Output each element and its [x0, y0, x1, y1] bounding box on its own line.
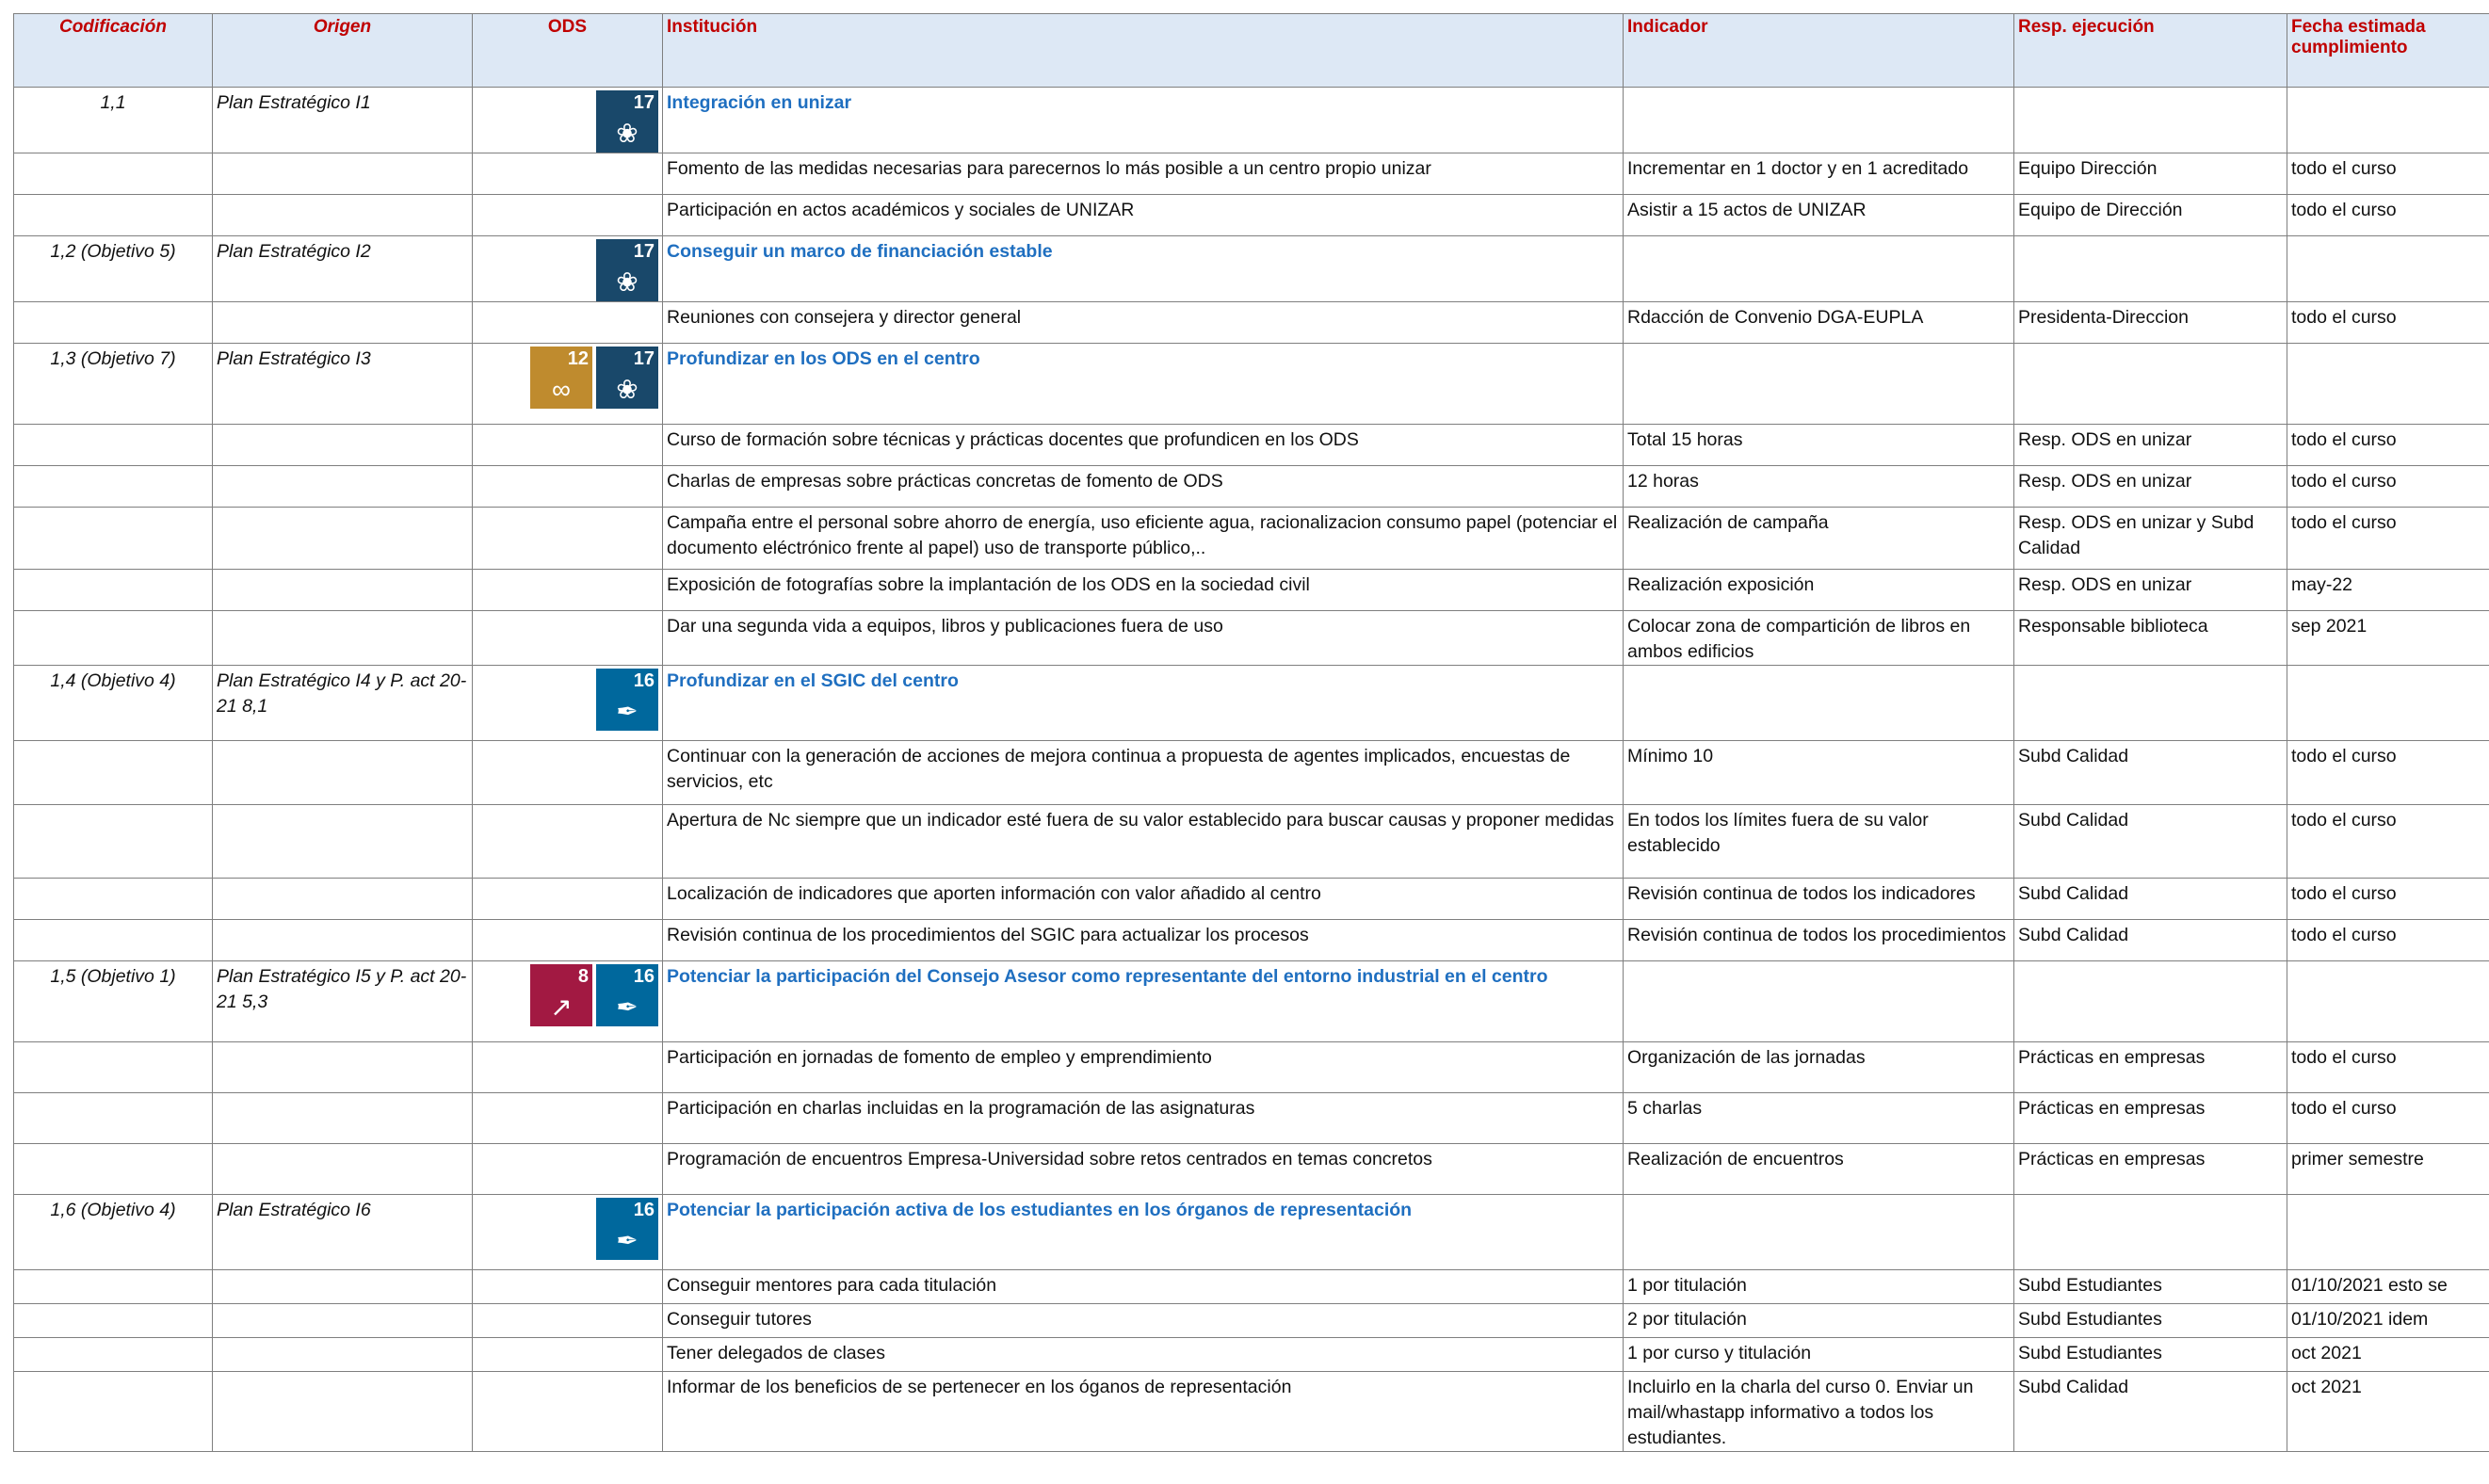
- cell-codificacion[interactable]: [14, 1338, 213, 1372]
- cell-fecha[interactable]: may-22: [2287, 570, 2489, 611]
- cell-resp[interactable]: Resp. ODS en unizar: [2014, 570, 2287, 611]
- cell-resp[interactable]: Resp. ODS en unizar: [2014, 425, 2287, 466]
- cell-objective[interactable]: Potenciar la participación activa de los estudiantes en los órganos de representación: [663, 1195, 1624, 1270]
- cell-fecha[interactable]: [2287, 1195, 2489, 1270]
- header-ods: ODS: [473, 14, 663, 88]
- cell-fecha[interactable]: todo el curso: [2287, 1093, 2489, 1144]
- cell-codificacion[interactable]: [14, 805, 213, 879]
- objective-row: [14, 1195, 2489, 1270]
- cell-resp[interactable]: Responsable biblioteca: [2014, 611, 2287, 666]
- action-row: [14, 1093, 2489, 1144]
- cell-resp[interactable]: Resp. ODS en unizar y Subd Calidad: [2014, 508, 2287, 570]
- ods-number: 16: [633, 1200, 655, 1220]
- cell-codificacion[interactable]: [14, 466, 213, 508]
- cell-institucion[interactable]: Conseguir tutores: [663, 1304, 1624, 1338]
- cell-ods[interactable]: [473, 1270, 663, 1304]
- cell-origen[interactable]: Plan Estratégico I4 y P. act 20-21 8,1: [213, 666, 473, 741]
- growth-chart-icon: ↗: [550, 992, 573, 1022]
- cell-resp[interactable]: Prácticas en empresas: [2014, 1144, 2287, 1195]
- ods-16-badge: [596, 964, 658, 1026]
- cell-resp[interactable]: Subd Calidad: [2014, 879, 2287, 920]
- cell-codificacion[interactable]: [14, 153, 213, 195]
- cell-origen[interactable]: [213, 425, 473, 466]
- action-row: [14, 570, 2489, 611]
- cell-resp[interactable]: Resp. ODS en unizar: [2014, 466, 2287, 508]
- cell-ods[interactable]: [473, 805, 663, 879]
- cell-objective[interactable]: Integración en unizar: [663, 88, 1624, 153]
- cell-institucion[interactable]: Reuniones con consejera y director general: [663, 302, 1624, 344]
- cell-indicador[interactable]: Incluirlo en la charla del curso 0. Enviar un mail/whastapp informativo a todos los estudiantes.: [1624, 1372, 2014, 1452]
- cell-codificacion[interactable]: [14, 1144, 213, 1195]
- cell-codificacion[interactable]: 1,5 (Objetivo 1): [14, 961, 213, 1042]
- cell-indicador[interactable]: Asistir a 15 actos de UNIZAR: [1624, 195, 2014, 236]
- cell-origen[interactable]: [213, 1093, 473, 1144]
- cell-codificacion[interactable]: [14, 425, 213, 466]
- action-row: [14, 879, 2489, 920]
- cell-objective[interactable]: Profundizar en el SGIC del centro: [663, 666, 1624, 741]
- cell-indicador[interactable]: 1 por titulación: [1624, 1270, 2014, 1304]
- cell-codificacion[interactable]: [14, 1372, 213, 1452]
- cell-origen[interactable]: [213, 1270, 473, 1304]
- cell-indicador[interactable]: 5 charlas: [1624, 1093, 2014, 1144]
- cell-fecha[interactable]: [2287, 666, 2489, 741]
- cell-resp[interactable]: Subd Estudiantes: [2014, 1270, 2287, 1304]
- cell-ods[interactable]: [473, 1338, 663, 1372]
- ods-17-badge: [596, 90, 658, 153]
- cell-ods[interactable]: [473, 466, 663, 508]
- cell-ods[interactable]: [473, 611, 663, 666]
- cell-fecha[interactable]: todo el curso: [2287, 153, 2489, 195]
- cell-codificacion[interactable]: [14, 195, 213, 236]
- cell-origen[interactable]: Plan Estratégico I2: [213, 236, 473, 302]
- cell-ods[interactable]: [473, 195, 663, 236]
- cell-codificacion[interactable]: [14, 570, 213, 611]
- cell-institucion[interactable]: Campaña entre el personal sobre ahorro de energía, uso eficiente agua, racionalizacion consumo papel (potenciar el documento eléctrónico frente al papel) uso de transporte público,..: [663, 508, 1624, 570]
- header-resp: Resp. ejecución: [2014, 14, 2287, 88]
- header-row: [14, 14, 2489, 88]
- cell-indicador[interactable]: [1624, 88, 2014, 153]
- cell-codificacion[interactable]: [14, 1042, 213, 1093]
- cell-ods[interactable]: [473, 1042, 663, 1093]
- cell-indicador[interactable]: [1624, 666, 2014, 741]
- cell-codificacion[interactable]: [14, 879, 213, 920]
- cell-indicador[interactable]: Revisión continua de todos los indicadores: [1624, 879, 2014, 920]
- action-row: [14, 1042, 2489, 1093]
- cell-fecha[interactable]: [2287, 88, 2489, 153]
- ods-number: 17: [633, 92, 655, 113]
- cell-ods[interactable]: [473, 1304, 663, 1338]
- objective-row: [14, 88, 2489, 153]
- cell-resp[interactable]: Subd Calidad: [2014, 805, 2287, 879]
- cell-institucion[interactable]: Participación en charlas incluidas en la programación de las asignaturas: [663, 1093, 1624, 1144]
- action-row: [14, 1372, 2489, 1452]
- cell-codificacion[interactable]: 1,4 (Objetivo 4): [14, 666, 213, 741]
- cell-origen[interactable]: [213, 920, 473, 961]
- cell-resp[interactable]: Prácticas en empresas: [2014, 1093, 2287, 1144]
- flower-icon: ❀: [616, 375, 638, 404]
- cell-fecha[interactable]: todo el curso: [2287, 508, 2489, 570]
- ods-8-badge: [530, 964, 592, 1026]
- cell-codificacion[interactable]: [14, 920, 213, 961]
- cell-codificacion[interactable]: 1,1: [14, 88, 213, 153]
- cell-objective[interactable]: Potenciar la participación del Consejo Asesor como representante del entorno industrial en el centro: [663, 961, 1624, 1042]
- plan-table: [13, 13, 2489, 1452]
- cell-indicador[interactable]: Realización exposición: [1624, 570, 2014, 611]
- cell-resp[interactable]: [2014, 961, 2287, 1042]
- cell-origen[interactable]: [213, 302, 473, 344]
- cell-resp[interactable]: [2014, 88, 2287, 153]
- cell-fecha[interactable]: 01/10/2021 idem: [2287, 1304, 2489, 1338]
- cell-indicador[interactable]: Mínimo 10: [1624, 741, 2014, 805]
- cell-indicador[interactable]: En todos los límites fuera de su valor establecido: [1624, 805, 2014, 879]
- cell-origen[interactable]: Plan Estratégico I6: [213, 1195, 473, 1270]
- cell-fecha[interactable]: todo el curso: [2287, 466, 2489, 508]
- dove-icon: ✒: [616, 1226, 638, 1255]
- ods-12-badge: [530, 347, 592, 409]
- action-row: [14, 1304, 2489, 1338]
- cell-resp[interactable]: Subd Calidad: [2014, 1372, 2287, 1452]
- cell-indicador[interactable]: 1 por curso y titulación: [1624, 1338, 2014, 1372]
- cell-institucion[interactable]: Exposición de fotografías sobre la implantación de los ODS en la sociedad civil: [663, 570, 1624, 611]
- cell-ods[interactable]: [473, 920, 663, 961]
- cell-indicador[interactable]: Realización de encuentros: [1624, 1144, 2014, 1195]
- cell-fecha[interactable]: 01/10/2021 esto se: [2287, 1270, 2489, 1304]
- ods-number: 17: [633, 348, 655, 369]
- cell-indicador[interactable]: 12 horas: [1624, 466, 2014, 508]
- cell-indicador[interactable]: 2 por titulación: [1624, 1304, 2014, 1338]
- cell-ods[interactable]: [473, 879, 663, 920]
- ods-16-badge: [596, 669, 658, 731]
- cell-origen[interactable]: [213, 195, 473, 236]
- header-fecha: Fecha estimada cumplimiento: [2287, 14, 2489, 88]
- cell-objective[interactable]: Conseguir un marco de financiación estable: [663, 236, 1624, 302]
- cell-resp[interactable]: [2014, 344, 2287, 425]
- cell-resp[interactable]: [2014, 1195, 2287, 1270]
- action-row: [14, 805, 2489, 879]
- cell-fecha[interactable]: [2287, 961, 2489, 1042]
- ods-number: 8: [577, 966, 589, 987]
- action-row: [14, 302, 2489, 344]
- cell-indicador[interactable]: [1624, 961, 2014, 1042]
- cell-fecha[interactable]: todo el curso: [2287, 741, 2489, 805]
- cell-ods[interactable]: [473, 425, 663, 466]
- cell-institucion[interactable]: Conseguir mentores para cada titulación: [663, 1270, 1624, 1304]
- cell-origen[interactable]: Plan Estratégico I3: [213, 344, 473, 425]
- cell-codificacion[interactable]: [14, 1093, 213, 1144]
- cell-fecha[interactable]: oct 2021: [2287, 1372, 2489, 1452]
- cell-fecha[interactable]: oct 2021: [2287, 1338, 2489, 1372]
- ods-number: 16: [633, 966, 655, 987]
- cell-origen[interactable]: [213, 1144, 473, 1195]
- cell-institucion[interactable]: Dar una segunda vida a equipos, libros y publicaciones fuera de uso: [663, 611, 1624, 666]
- cell-origen[interactable]: [213, 741, 473, 805]
- cell-ods[interactable]: [473, 666, 663, 741]
- cell-ods[interactable]: [473, 1372, 663, 1452]
- cell-institucion[interactable]: Curso de formación sobre técnicas y prácticas docentes que profundicen en los ODS: [663, 425, 1624, 466]
- cell-institucion[interactable]: Fomento de las medidas necesarias para parecernos lo más posible a un centro propio unizar: [663, 153, 1624, 195]
- cell-indicador[interactable]: Revisión continua de todos los procedimientos: [1624, 920, 2014, 961]
- cell-fecha[interactable]: [2287, 236, 2489, 302]
- cell-origen[interactable]: Plan Estratégico I5 y P. act 20-21 5,3: [213, 961, 473, 1042]
- cell-indicador[interactable]: Rdacción de Convenio DGA-EUPLA: [1624, 302, 2014, 344]
- cell-resp[interactable]: Subd Estudiantes: [2014, 1338, 2287, 1372]
- cell-codificacion[interactable]: [14, 302, 213, 344]
- cell-institucion[interactable]: Charlas de empresas sobre prácticas concretas de fomento de ODS: [663, 466, 1624, 508]
- cell-resp[interactable]: Subd Calidad: [2014, 741, 2287, 805]
- cell-fecha[interactable]: primer semestre: [2287, 1144, 2489, 1195]
- action-row: [14, 425, 2489, 466]
- cell-resp[interactable]: [2014, 236, 2287, 302]
- cell-ods[interactable]: [473, 1195, 663, 1270]
- cell-indicador[interactable]: [1624, 236, 2014, 302]
- cell-resp[interactable]: Equipo Dirección: [2014, 153, 2287, 195]
- ods-16-badge: [596, 1198, 658, 1260]
- header-institucion: Institución: [663, 14, 1624, 88]
- action-row: [14, 153, 2489, 195]
- ods-17-badge: [596, 239, 658, 301]
- cell-institucion[interactable]: Programación de encuentros Empresa-Universidad sobre retos centrados en temas concretos: [663, 1144, 1624, 1195]
- cell-origen[interactable]: [213, 611, 473, 666]
- cell-institucion[interactable]: Participación en actos académicos y sociales de UNIZAR: [663, 195, 1624, 236]
- cell-fecha[interactable]: todo el curso: [2287, 805, 2489, 879]
- cell-origen[interactable]: [213, 153, 473, 195]
- cell-ods[interactable]: [473, 302, 663, 344]
- cell-origen[interactable]: [213, 805, 473, 879]
- cell-ods[interactable]: [473, 1144, 663, 1195]
- action-row: [14, 1270, 2489, 1304]
- cell-ods[interactable]: [473, 508, 663, 570]
- cell-ods[interactable]: [473, 961, 663, 1042]
- cell-objective[interactable]: Profundizar en los ODS en el centro: [663, 344, 1624, 425]
- cell-origen[interactable]: [213, 1304, 473, 1338]
- flower-icon: ❀: [616, 267, 638, 297]
- objective-row: [14, 666, 2489, 741]
- action-row: [14, 741, 2489, 805]
- action-row: [14, 920, 2489, 961]
- cell-indicador[interactable]: [1624, 1195, 2014, 1270]
- cell-codificacion[interactable]: 1,6 (Objetivo 4): [14, 1195, 213, 1270]
- cell-fecha[interactable]: todo el curso: [2287, 302, 2489, 344]
- cell-fecha[interactable]: todo el curso: [2287, 879, 2489, 920]
- action-row: [14, 611, 2489, 666]
- cell-origen[interactable]: Plan Estratégico I1: [213, 88, 473, 153]
- action-row: [14, 508, 2489, 570]
- cell-ods[interactable]: [473, 1093, 663, 1144]
- cell-institucion[interactable]: Apertura de Nc siempre que un indicador esté fuera de su valor establecido para buscar causas y proponer medidas: [663, 805, 1624, 879]
- cell-origen[interactable]: [213, 1372, 473, 1452]
- cell-origen[interactable]: [213, 879, 473, 920]
- cell-origen[interactable]: [213, 1042, 473, 1093]
- action-row: [14, 466, 2489, 508]
- cell-codificacion[interactable]: [14, 741, 213, 805]
- action-row: [14, 1338, 2489, 1372]
- dove-icon: ✒: [616, 697, 638, 726]
- cell-codificacion[interactable]: [14, 611, 213, 666]
- flower-icon: ❀: [616, 119, 638, 148]
- cell-origen[interactable]: [213, 466, 473, 508]
- ods-number: 17: [633, 241, 655, 262]
- cell-fecha[interactable]: todo el curso: [2287, 425, 2489, 466]
- cell-institucion[interactable]: Tener delegados de clases: [663, 1338, 1624, 1372]
- ods-number: 16: [633, 670, 655, 691]
- cell-ods[interactable]: [473, 570, 663, 611]
- ods-17-badge: [596, 347, 658, 409]
- cell-indicador[interactable]: [1624, 344, 2014, 425]
- cell-institucion[interactable]: Continuar con la generación de acciones de mejora continua a propuesta de agentes implicados, encuestas de servicios, etc: [663, 741, 1624, 805]
- cell-resp[interactable]: Presidenta-Direccion: [2014, 302, 2287, 344]
- cell-institucion[interactable]: Informar de los beneficios de se pertenecer en los óganos de representación: [663, 1372, 1624, 1452]
- cell-institucion[interactable]: Revisión continua de los procedimientos del SGIC para actualizar los procesos: [663, 920, 1624, 961]
- cell-resp[interactable]: [2014, 666, 2287, 741]
- cell-codificacion[interactable]: [14, 1270, 213, 1304]
- cell-origen[interactable]: [213, 570, 473, 611]
- ods-number: 12: [567, 348, 589, 369]
- cell-indicador[interactable]: Colocar zona de compartición de libros en ambos edificios: [1624, 611, 2014, 666]
- cell-resp[interactable]: Subd Estudiantes: [2014, 1304, 2287, 1338]
- action-row: [14, 195, 2489, 236]
- cell-resp[interactable]: Prácticas en empresas: [2014, 1042, 2287, 1093]
- cell-institucion[interactable]: Participación en jornadas de fomento de empleo y emprendimiento: [663, 1042, 1624, 1093]
- cell-fecha[interactable]: sep 2021: [2287, 611, 2489, 666]
- objective-row: [14, 961, 2489, 1042]
- objective-row: [14, 344, 2489, 425]
- dove-icon: ✒: [616, 992, 638, 1022]
- cell-ods[interactable]: [473, 153, 663, 195]
- header-indicador: Indicador: [1624, 14, 2014, 88]
- cell-ods[interactable]: [473, 236, 663, 302]
- cell-institucion[interactable]: Localización de indicadores que aporten información con valor añadido al centro: [663, 879, 1624, 920]
- cell-fecha[interactable]: todo el curso: [2287, 195, 2489, 236]
- cell-fecha[interactable]: todo el curso: [2287, 1042, 2489, 1093]
- cell-codificacion[interactable]: 1,2 (Objetivo 5): [14, 236, 213, 302]
- cell-codificacion[interactable]: [14, 1304, 213, 1338]
- cell-resp[interactable]: Subd Calidad: [2014, 920, 2287, 961]
- cell-indicador[interactable]: Organización de las jornadas: [1624, 1042, 2014, 1093]
- infinity-icon: ∞: [552, 375, 571, 404]
- cell-fecha[interactable]: [2287, 344, 2489, 425]
- cell-resp[interactable]: Equipo de Dirección: [2014, 195, 2287, 236]
- objective-row: [14, 236, 2489, 302]
- cell-origen[interactable]: [213, 1338, 473, 1372]
- cell-codificacion[interactable]: [14, 508, 213, 570]
- header-origen: Origen: [213, 14, 473, 88]
- action-row: [14, 1144, 2489, 1195]
- cell-ods[interactable]: [473, 88, 663, 153]
- cell-indicador[interactable]: Total 15 horas: [1624, 425, 2014, 466]
- cell-ods[interactable]: [473, 344, 663, 425]
- cell-fecha[interactable]: todo el curso: [2287, 920, 2489, 961]
- cell-indicador[interactable]: Incrementar en 1 doctor y en 1 acreditado: [1624, 153, 2014, 195]
- cell-indicador[interactable]: Realización de campaña: [1624, 508, 2014, 570]
- cell-origen[interactable]: [213, 508, 473, 570]
- cell-codificacion[interactable]: 1,3 (Objetivo 7): [14, 344, 213, 425]
- cell-ods[interactable]: [473, 741, 663, 805]
- header-codificacion: Codificación: [14, 14, 213, 88]
